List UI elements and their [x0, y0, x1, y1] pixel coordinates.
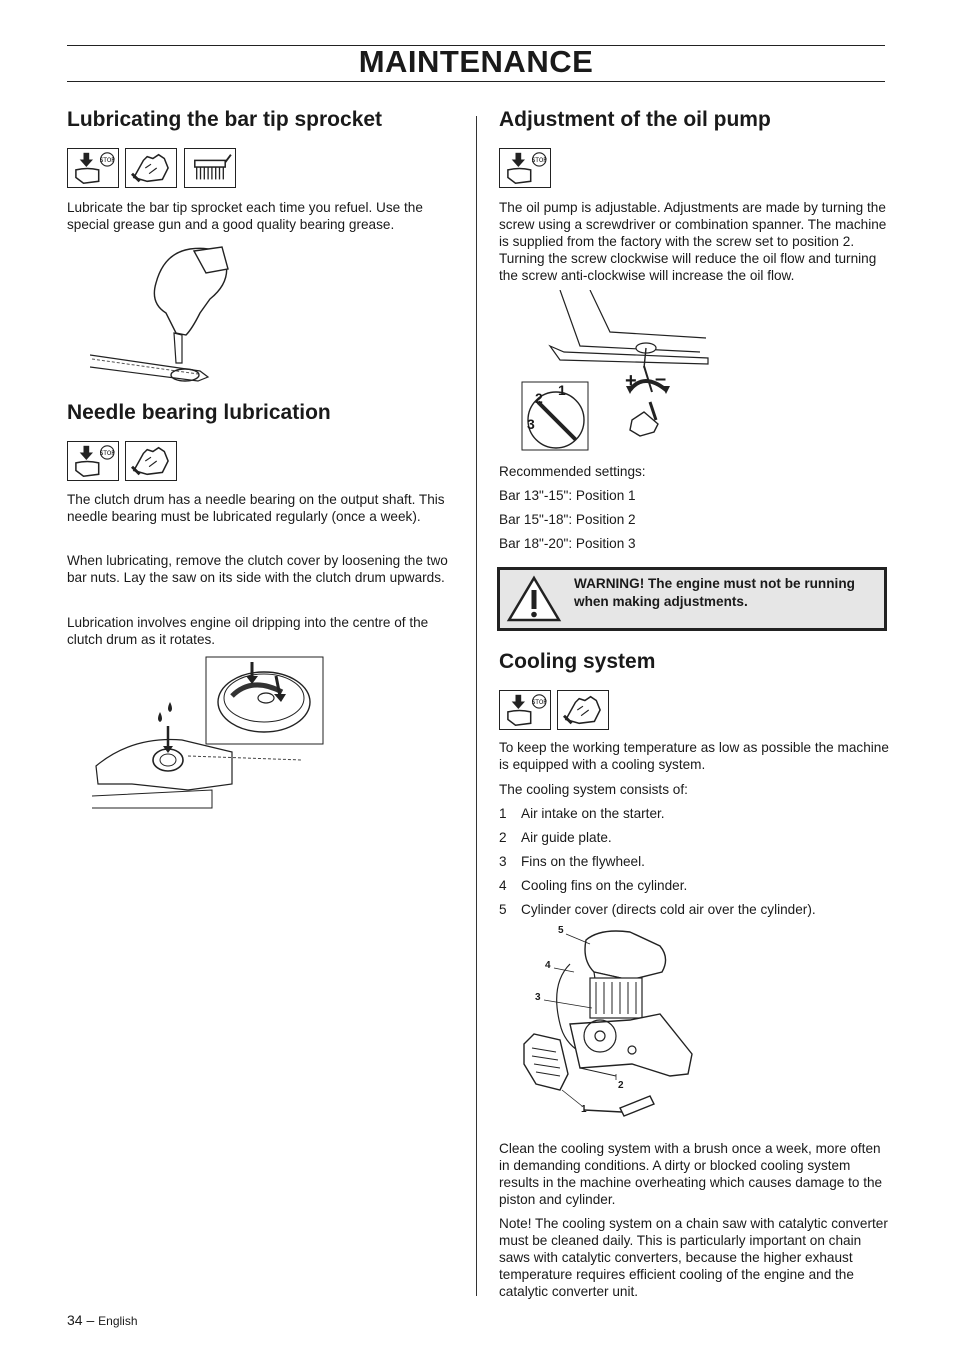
setting-position-3: Bar 18"-20": Position 3: [499, 536, 636, 551]
page-number: 34 –: [67, 1312, 95, 1328]
brush-icon: [184, 148, 236, 188]
decrease-label: –: [655, 368, 667, 390]
stop-engine-icon: [499, 148, 551, 188]
protective-glove-icon: [557, 690, 609, 730]
fig-label-5: 5: [558, 925, 564, 936]
fig-label-4: 4: [545, 960, 551, 971]
cooling-heading: Cooling system: [499, 650, 656, 673]
page-footer: [67, 1312, 138, 1328]
fig-label-2: 2: [618, 1080, 624, 1091]
bar-tip-heading: Lubricating the bar tip sprocket: [67, 108, 383, 131]
oil-pump-illustration: [520, 290, 710, 452]
oil-pump-text: The oil pump is adjustable. Adjustments are made by turning the screw using a screwdriver or combination spanner. The machine is supplied from the factory with the screw set to position 2. Turning the screw clockwise will reduce the oil flow and turning the screw anti-clockwise will increase the oil flow.: [499, 200, 887, 283]
needle-heading: Needle bearing lubrication: [67, 401, 331, 424]
position-label-2: 2: [535, 390, 543, 406]
header-rule-bottom: [67, 81, 885, 82]
bar-tip-text: Lubricate the bar tip sprocket each time you refuel. Use the special grease gun and a good quality bearing grease.: [67, 200, 423, 232]
page-title: MAINTENANCE: [358, 44, 594, 79]
footer-language: English: [98, 1314, 138, 1328]
warning-triangle-icon: [506, 575, 562, 623]
position-label-1: 1: [558, 382, 566, 398]
grease-gun-illustration: [90, 243, 250, 385]
warning-text: WARNING! The engine must not be running when making adjustments.: [574, 576, 855, 609]
cooling-system-illustration: [520, 924, 700, 1130]
increase-label: +: [625, 370, 637, 392]
cooling-note-text: Note! The cooling system on a chain saw with catalytic converter must be cleaned daily. This is particularly important on chain saws with catalytic converters, because the higher exhaust temperature requires efficient cooling of the engine and the catalytic converter unit.: [499, 1216, 888, 1299]
warning-box: [497, 567, 887, 631]
cooling-consists: The cooling system consists of:: [499, 782, 688, 797]
needle-text-1: The clutch drum has a needle bearing on the output shaft. This needle bearing must be lubricated regularly (once a week).: [67, 492, 445, 524]
fig-label-3: 3: [535, 992, 541, 1003]
svg-text:STOP: STOP: [99, 450, 115, 457]
cooling-intro: To keep the working temperature as low as possible the machine is equipped with a cooling system.: [499, 740, 889, 772]
cooling-item-3: 3 Fins on the flywheel.: [499, 854, 645, 869]
stop-engine-icon: [499, 690, 551, 730]
clutch-drum-illustration: [92, 656, 324, 812]
setting-position-1: Bar 13"-15": Position 1: [499, 488, 636, 503]
cooling-item-4: 4 Cooling fins on the cylinder.: [499, 878, 688, 893]
oil-pump-heading: Adjustment of the oil pump: [499, 108, 771, 131]
setting-position-2: Bar 15"-18": Position 2: [499, 512, 636, 527]
column-divider: [476, 116, 477, 1296]
svg-text:STOP: STOP: [531, 699, 547, 706]
protective-glove-icon: [125, 148, 177, 188]
svg-text:STOP: STOP: [99, 157, 115, 164]
cooling-item-1: 1 Air intake on the starter.: [499, 806, 665, 821]
svg-text:STOP: STOP: [531, 157, 547, 164]
stop-engine-icon: [67, 148, 119, 188]
protective-glove-icon: [125, 441, 177, 481]
settings-title: Recommended settings:: [499, 464, 646, 479]
position-label-3: 3: [527, 416, 535, 432]
cooling-item-5: 5 Cylinder cover (directs cold air over the cylinder).: [499, 902, 816, 917]
stop-engine-icon: [67, 441, 119, 481]
fig-label-1: 1: [581, 1104, 587, 1115]
needle-text-2: When lubricating, remove the clutch cover by loosening the two bar nuts. Lay the saw on its side with the clutch drum upwards.: [67, 553, 448, 585]
cooling-clean-text: Clean the cooling system with a brush once a week, more often in demanding conditions. A dirty or blocked cooling system results in the machine overheating which causes damage to the piston and cylinder.: [499, 1141, 883, 1207]
cooling-item-2: 2 Air guide plate.: [499, 830, 612, 845]
needle-text-3: Lubrication involves engine oil dripping into the centre of the clutch drum as it rotates.: [67, 615, 429, 647]
